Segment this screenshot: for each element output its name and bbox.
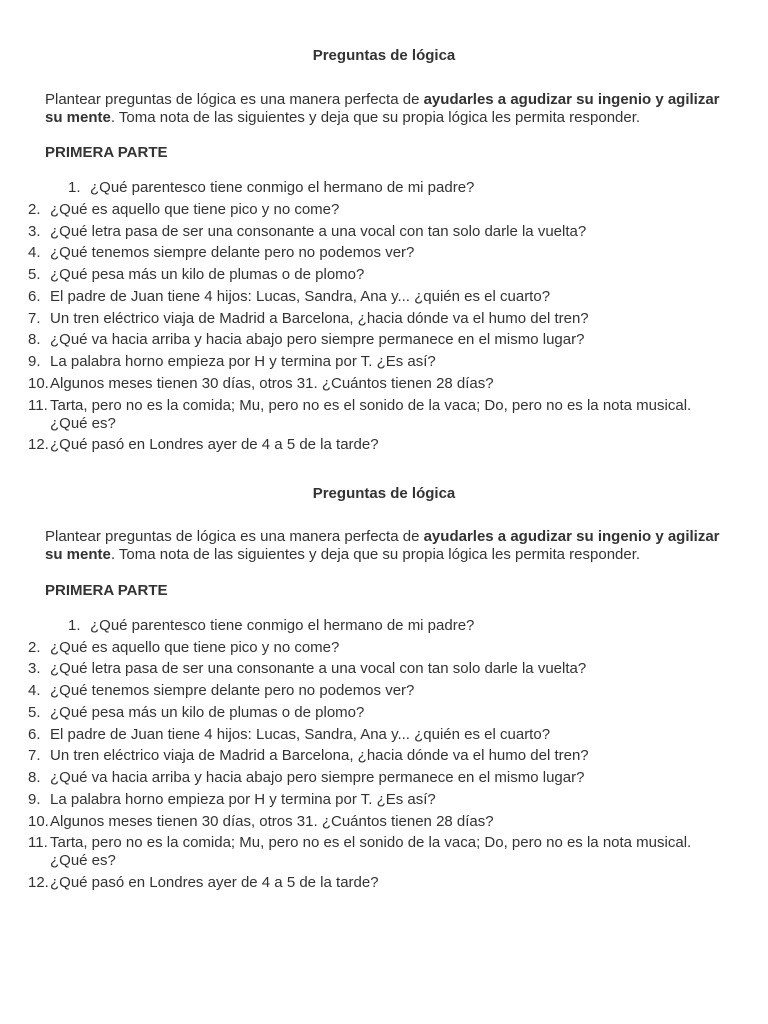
intro-text-start: Plantear preguntas de lógica es una manera perfecta de bbox=[45, 528, 424, 545]
question-number: 2. bbox=[28, 639, 41, 656]
question-text: ¿Qué tenemos siempre delante pero no podemos ver? bbox=[50, 682, 415, 699]
question-number: 6. bbox=[28, 726, 41, 743]
question-number: 12. bbox=[28, 874, 49, 891]
question-text: El padre de Juan tiene 4 hijos: Lucas, Sandra, Ana y... ¿quién es el cuarto? bbox=[50, 288, 551, 305]
question-text: Un tren eléctrico viaja de Madrid a Barcelona, ¿hacia dónde va el humo del tren? bbox=[50, 310, 589, 327]
question-number: 6. bbox=[28, 288, 41, 305]
question-number: 11. bbox=[28, 397, 48, 414]
question-text: Tarta, pero no es la comida; Mu, pero no es el sonido de la vaca; Do, pero no es la nota musical. ¿Qué es? bbox=[50, 834, 692, 869]
question-number: 3. bbox=[28, 223, 41, 240]
question-number: 9. bbox=[28, 791, 41, 808]
question-text: El padre de Juan tiene 4 hijos: Lucas, Sandra, Ana y... ¿quién es el cuarto? bbox=[50, 726, 551, 743]
question-text: Algunos meses tienen 30 días, otros 31. ¿Cuántos tienen 28 días? bbox=[50, 813, 494, 830]
question-text: ¿Qué pesa más un kilo de plumas o de plomo? bbox=[50, 704, 365, 721]
part-heading: PRIMERA PARTE bbox=[45, 582, 168, 599]
section-title: Preguntas de lógica bbox=[312, 485, 456, 502]
question-number: 7. bbox=[28, 310, 41, 327]
question-number: 5. bbox=[28, 266, 41, 283]
part-heading: PRIMERA PARTE bbox=[45, 144, 168, 161]
question-text: ¿Qué va hacia arriba y hacia abajo pero siempre permanece en el mismo lugar? bbox=[50, 769, 585, 786]
question-text: ¿Qué es aquello que tiene pico y no come? bbox=[50, 639, 340, 656]
question-number: 5. bbox=[28, 704, 41, 721]
intro-text-bold: ayudarles a agudizar su ingenio y agilizar su mente bbox=[45, 528, 720, 563]
question-text: ¿Qué parentesco tiene conmigo el hermano de mi padre? bbox=[90, 617, 475, 634]
question-text: Un tren eléctrico viaja de Madrid a Barcelona, ¿hacia dónde va el humo del tren? bbox=[50, 747, 589, 764]
question-number: 4. bbox=[28, 682, 41, 699]
intro-paragraph bbox=[45, 528, 735, 564]
question-text: ¿Qué tenemos siempre delante pero no podemos ver? bbox=[50, 244, 415, 261]
question-number: 1. bbox=[68, 179, 81, 196]
section-title: Preguntas de lógica bbox=[312, 47, 456, 64]
question-number: 8. bbox=[28, 331, 41, 348]
intro-text-end: . Toma nota de las siguientes y deja que su propia lógica les permita responder. bbox=[110, 546, 641, 563]
question-number: 10. bbox=[28, 813, 49, 830]
question-text: Algunos meses tienen 30 días, otros 31. ¿Cuántos tienen 28 días? bbox=[50, 375, 494, 392]
question-number: 9. bbox=[28, 353, 41, 370]
question-text: ¿Qué va hacia arriba y hacia abajo pero siempre permanece en el mismo lugar? bbox=[50, 331, 585, 348]
question-text: ¿Qué pasó en Londres ayer de 4 a 5 de la tarde? bbox=[50, 436, 379, 453]
question-text: ¿Qué letra pasa de ser una consonante a una vocal con tan solo darle la vuelta? bbox=[50, 660, 587, 677]
question-number: 4. bbox=[28, 244, 41, 261]
question-number: 11. bbox=[28, 834, 48, 851]
question-number: 8. bbox=[28, 769, 41, 786]
question-text: ¿Qué parentesco tiene conmigo el hermano de mi padre? bbox=[90, 179, 475, 196]
question-number: 2. bbox=[28, 201, 41, 218]
intro-paragraph bbox=[45, 91, 735, 127]
intro-text-bold: ayudarles a agudizar su ingenio y agilizar su mente bbox=[45, 91, 720, 126]
question-number: 10. bbox=[28, 375, 49, 392]
intro-text-start: Plantear preguntas de lógica es una manera perfecta de bbox=[45, 91, 424, 108]
question-text: ¿Qué letra pasa de ser una consonante a una vocal con tan solo darle la vuelta? bbox=[50, 223, 587, 240]
question-number: 12. bbox=[28, 436, 49, 453]
question-number: 7. bbox=[28, 747, 41, 764]
intro-text-end: . Toma nota de las siguientes y deja que su propia lógica les permita responder. bbox=[110, 109, 641, 126]
question-text: La palabra horno empieza por H y termina por T. ¿Es así? bbox=[50, 791, 436, 808]
question-text: ¿Qué pasó en Londres ayer de 4 a 5 de la tarde? bbox=[50, 874, 379, 891]
question-text: ¿Qué es aquello que tiene pico y no come? bbox=[50, 201, 340, 218]
question-text: Tarta, pero no es la comida; Mu, pero no es el sonido de la vaca; Do, pero no es la nota musical. ¿Qué es? bbox=[50, 397, 692, 432]
question-number: 3. bbox=[28, 660, 41, 677]
question-number: 1. bbox=[68, 617, 81, 634]
question-text: ¿Qué pesa más un kilo de plumas o de plomo? bbox=[50, 266, 365, 283]
question-text: La palabra horno empieza por H y termina por T. ¿Es así? bbox=[50, 353, 436, 370]
